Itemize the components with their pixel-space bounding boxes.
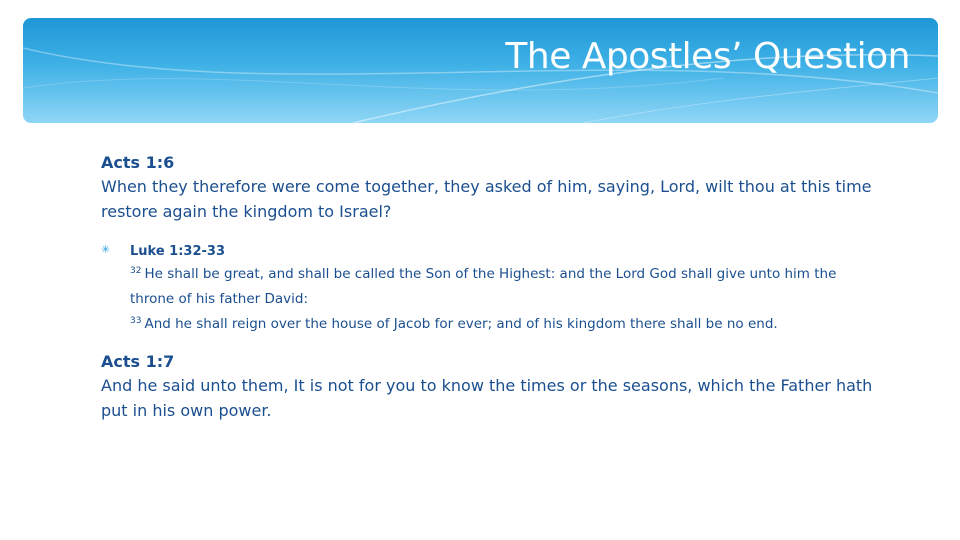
verse-text: And he shall reign over the house of Jacob for ever; and of his kingdom there shall be no end. xyxy=(144,316,778,332)
verse-number: 33 xyxy=(130,315,142,326)
cross-reference-title: Luke 1:32-33 xyxy=(130,244,225,259)
verse-number: 32 xyxy=(130,265,142,276)
passage-acts-1-7 xyxy=(101,351,881,423)
cross-reference-verse xyxy=(130,312,870,337)
passage-acts-1-6 xyxy=(101,152,881,224)
verse-text: He shall be great, and shall be called the Son of the Highest: and the Lord God shall give unto him the throne of his father David: xyxy=(130,266,837,307)
asterisk-bullet-icon: ✳ xyxy=(101,243,111,256)
cross-reference-luke xyxy=(101,242,870,337)
passage-reference: Acts 1:7 xyxy=(101,352,175,371)
slide-title: The Apostles’ Question xyxy=(505,36,910,77)
title-banner xyxy=(23,18,938,123)
cross-reference-verse xyxy=(130,262,870,312)
passage-text: And he said unto them, It is not for you to know the times or the seasons, which the Father hath put in his own power. xyxy=(101,376,873,420)
slide-content xyxy=(101,152,881,423)
passage-reference: Acts 1:6 xyxy=(101,153,175,172)
passage-text: When they therefore were come together, they asked of him, saying, Lord, wilt thou at this time restore again the kingdom to Israel? xyxy=(101,177,872,221)
